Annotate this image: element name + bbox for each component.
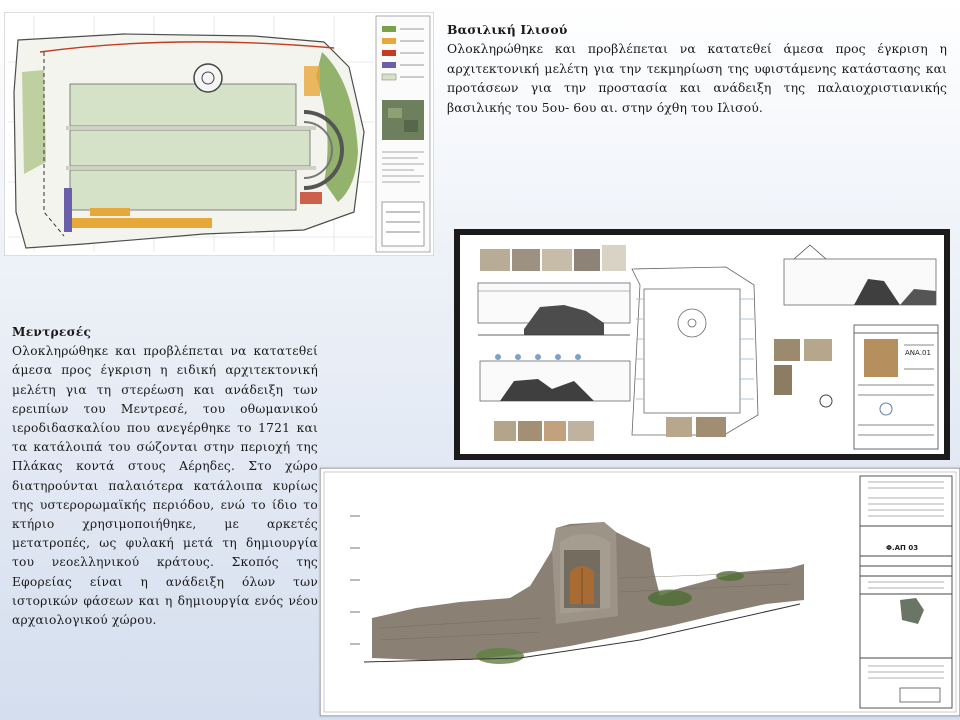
mentrese-heading: Μεντρεσές: [12, 325, 92, 339]
detail-photo: [804, 339, 832, 361]
plan-legend: [376, 16, 430, 252]
plan-photo-b: [696, 417, 726, 437]
baptistery-circle: [194, 64, 222, 92]
ruin-greenery: [716, 571, 744, 581]
site-plan-svg: [4, 12, 434, 256]
facade-title-block: [860, 476, 952, 708]
madrasa-facade-sheet: [320, 468, 960, 716]
facade-sheet-svg: [320, 468, 960, 716]
ruin-greenery: [476, 648, 524, 664]
mentrese-paragraph: Ολοκληρώθηκε και προβλέπεται να κατατεθεί άμεσα προς έγκριση η ειδική αρχιτεκτονική μελέτη για τη στερέωση και ανάδειξη των ερειπίων του Μεντρεσέ, του οθωμανικού ιεροδιδασκαλίου που ανεγέρθηκε το 1721 και τα κατάλοιπά του σώζονται στην περιοχή της Πλάκας κοντά στους Αέρηδες. Στο χώρο διατηρούνται παλαιότερα κατάλοιπα κυρίως της υστερορωμαϊκής περιόδου, ενώ το ίδιο το κτήριο χρησιμοποιήθηκε, με αρκετές μετατροπές, ως φυλακή μετά τη δημιουργία του νεοελληνικού κράτους. Σκοπός της Εφορείας είναι η ανάδειξη όλων των ιστορικών φάσεων και η δημιουργία ενός νέου αρχαιολογικού χώρου.: [12, 344, 318, 628]
orange-zone: [72, 218, 212, 228]
ana-sheet-svg: [454, 229, 950, 460]
lawn-strip: [70, 130, 310, 166]
walkway: [66, 126, 316, 130]
lawn-strip: [70, 170, 296, 210]
basilica-paragraph: Ολοκληρώθηκε και προβλέπεται να κατατεθεί άμεσα προς έγκριση η αρχιτεκτονική μελέτη για την τεκμηρίωση της υφιστάμενης κατάστασης και προτάσεων για την προστασία και ανάδειξη της παλαιοχριστιανικής βασιλικής του 5ου- 6ου αι. στην όχθη του Ιλισού.: [447, 41, 947, 115]
detail-photo: [774, 365, 792, 395]
basilica-heading: Βασιλική Ιλισού: [447, 22, 568, 37]
detail-photo: [774, 339, 800, 361]
mentrese-text-block: [12, 323, 318, 630]
purple-zone: [64, 188, 72, 232]
madrasa-survey-sheet: [454, 229, 950, 460]
basilica-text-block: [447, 20, 947, 117]
greenery-west: [22, 70, 46, 174]
plan-photo-a: [666, 417, 692, 437]
ana-sheet-code: ΑΝΑ.01: [905, 349, 931, 357]
lawn-strip: [70, 84, 296, 126]
orange-zone: [90, 208, 130, 216]
ruin-greenery: [648, 590, 692, 606]
red-zone: [300, 192, 322, 204]
ana-title-block: [854, 325, 938, 449]
plan-title-box: [382, 202, 424, 246]
basilica-lawns: [66, 84, 316, 210]
ilisos-site-plan-drawing: [4, 12, 434, 256]
bottom-photos: [494, 421, 594, 441]
facade-sheet-code: Φ.ΑΠ 03: [886, 544, 919, 552]
orange-zone: [304, 66, 320, 96]
elevation-lower: [480, 354, 630, 401]
walkway: [66, 166, 316, 170]
